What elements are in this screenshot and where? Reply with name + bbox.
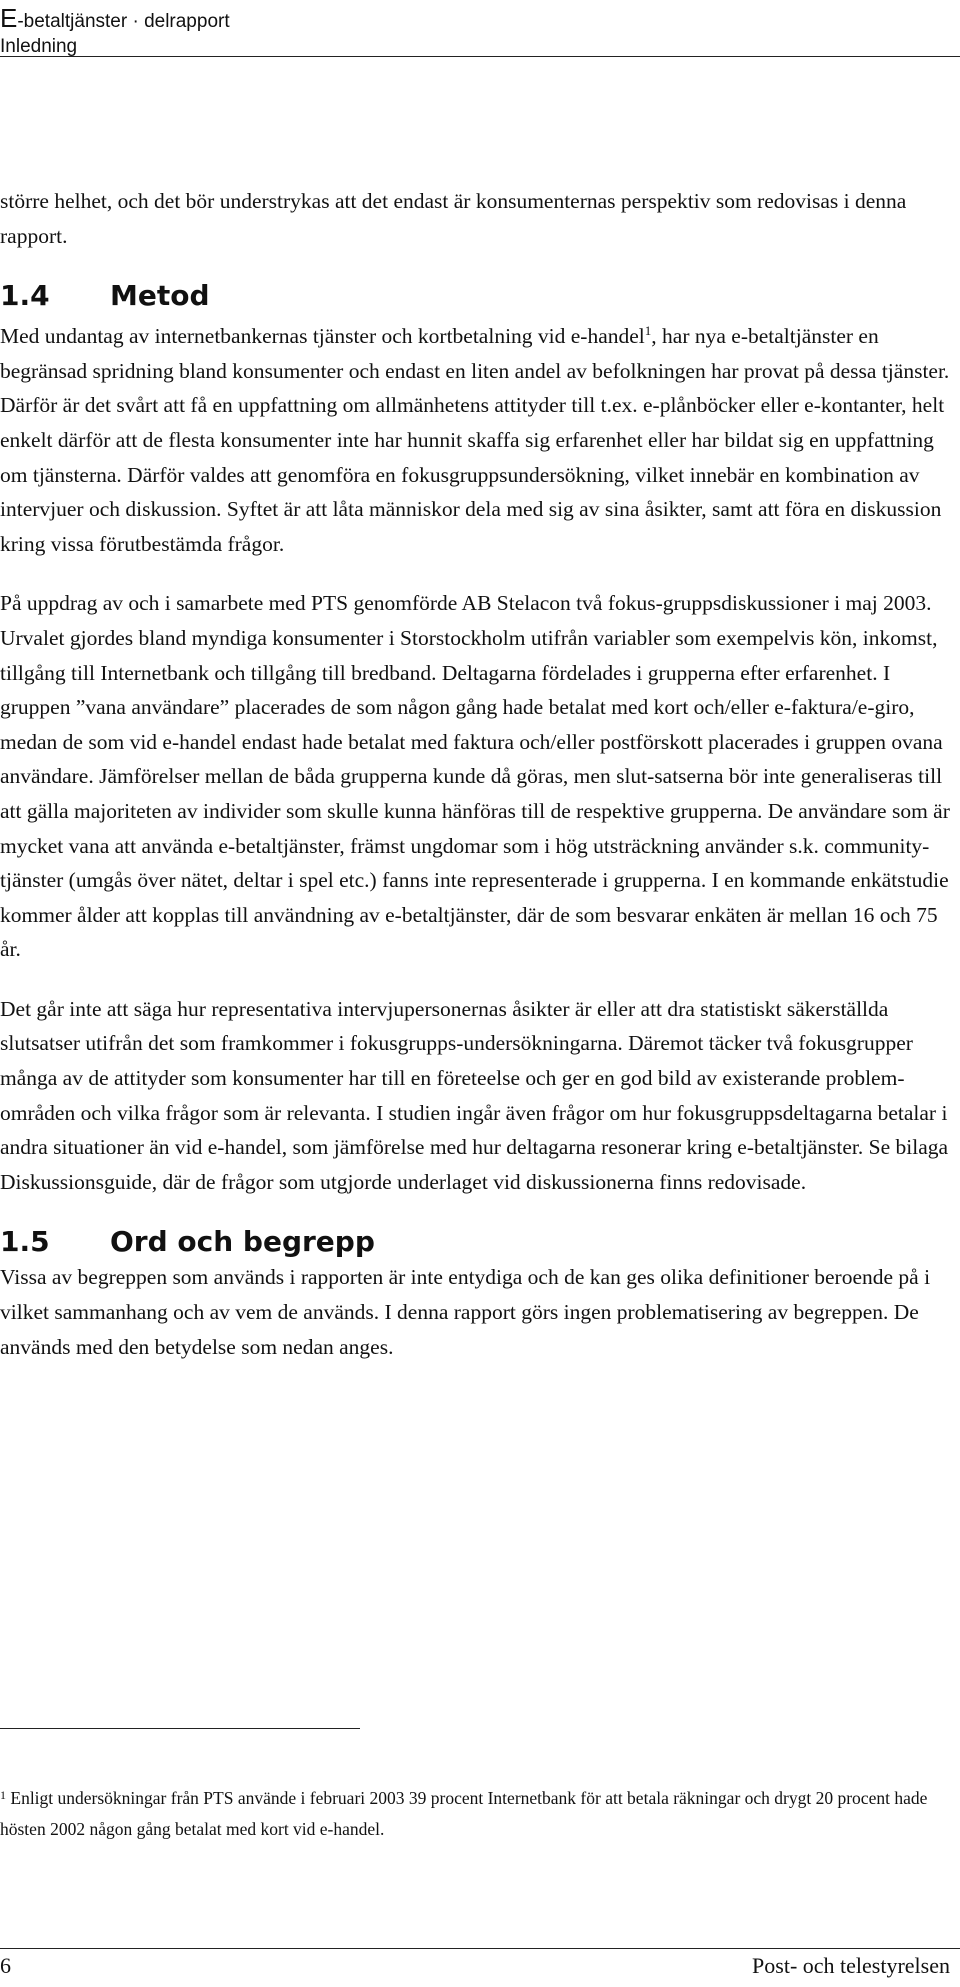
publisher-name: Post- och telestyrelsen xyxy=(752,1953,950,1978)
report-title-rest: -betaltjänster · delrapport xyxy=(17,11,230,32)
intro-paragraph: större helhet, och det bör understrykas att det endast är konsumenternas perspektiv som redovisas i denna rapport. xyxy=(0,189,907,248)
ord-paragraph-1: Vissa av begreppen som används i rapporten är inte entydiga och de kan ges olika definitioner beroende på i vilket sammanhang och av vem de används. I denna rapport görs ingen problematisering av begreppen. De används med den betydelse som nedan anges. xyxy=(0,1265,931,1359)
footer-divider xyxy=(0,1948,960,1949)
main-text xyxy=(0,184,960,1389)
footnote-text: Enligt undersökningar från PTS använde i februari 2003 39 procent Internetbank för att betala räkningar och drygt 20 procent hade hösten 2002 någon gång betalat med kort vid e-handel. xyxy=(0,1788,928,1839)
section-title: Metod xyxy=(110,279,210,313)
running-header xyxy=(0,3,960,59)
footnote-divider xyxy=(0,1728,360,1729)
report-title xyxy=(0,3,960,34)
footnote xyxy=(0,1780,960,1845)
section-title: Ord och begrepp xyxy=(110,1225,375,1259)
metod-paragraph-1 xyxy=(0,314,960,561)
metod-paragraph-2: På uppdrag av och i samarbete med PTS genomförde AB Stelacon två fokus-gruppsdiskussioner i maj 2003. Urvalet gjordes bland myndiga konsumenter i Storstockholm utifrån variabler som exempelvis kön, inkomst, tillgång till Internetbank och tillgång till bredband. Deltagarna fördelades i grupperna efter erfarenhet. I gruppen ”vana användare” placerades de som någon gång hade betalat med kort och/eller e-faktura/e-giro, medan de som vid e-handel endast hade betalat med faktura och/eller postförskott placerades i gruppen ovana användare. Jämförelser mellan de båda grupperna kunde då göras, men slut-satserna bör inte generaliseras till att gälla majoriteten av individer som skulle kunna hänföras till de respektive grupperna. De användare som är mycket vana att använda e-betaltjänster, främst ungdomar som i hög utsträckning använder s.k. community-tjänster (umgås över nätet, deltar i spel etc.) fanns inte representerade i grupperna. I en kommande enkätstudie kommer ålder att kopplas till användning av e-betaltjänster, där de som besvarar enkäten är mellan 16 och 75 år. xyxy=(0,591,950,962)
footnote-reference[interactable]: 1 xyxy=(644,323,652,339)
section-number: 1.5 xyxy=(0,1225,50,1259)
section-number: 1.4 xyxy=(0,279,50,313)
header-divider xyxy=(0,56,960,57)
metod-p1-text-cont: , har nya e-betaltjänster en begränsad spridning bland konsumenter och endast en liten andel av befolkningen har provat på dessa tjänster. Därför är det svårt att få en uppfattning om allmänhetens attityder till t.ex. e-plånböcker eller e-kontanter, helt enkelt därför att de flesta konsumenter inte har hunnit skaffa sig erfarenhet eller har bildat sig en uppfattning om tjänsterna. Därför valdes att genomföra en fokusgruppsundersökning, vilket innebär en kombination av intervjuer och diskussion. Syftet är att låta människor dela med sig av sina åsikter, samt att föra en diskussion kring vissa förutbestämda frågor. xyxy=(0,324,950,556)
page-number: 6 xyxy=(0,1953,11,1978)
footnote-marker: 1 xyxy=(0,1788,6,1802)
section-heading-ord-och-begrepp xyxy=(0,1224,960,1260)
report-title-initial: E xyxy=(0,3,18,33)
metod-p1-text: Med undantag av internetbankernas tjänster och kortbetalning vid e-handel xyxy=(0,324,645,349)
section-heading-metod xyxy=(0,278,960,314)
chapter-name: Inledning xyxy=(0,36,78,57)
metod-paragraph-3: Det går inte att säga hur representativa intervjupersonernas åsikter är eller att dra statistiskt säkerställda slutsatser utifrån det som framkommer i fokusgrupps-undersökningarna. Däremot täcker två fokusgrupper många av de attityder som konsumenter har till en företeelse och ger en god bild av existerande problem-områden och vilka frågor som är relevanta. I studien ingår även frågor om hur fokusgruppsdeltagarna betalar i andra situationer än vid e-handel, som jämförelse med hur deltagarna resonerar kring e-betaltjänster. Se bilaga Diskussionsguide, där de frågor som utgjorde underlaget vid diskussionerna finns redovisade. xyxy=(0,996,949,1194)
